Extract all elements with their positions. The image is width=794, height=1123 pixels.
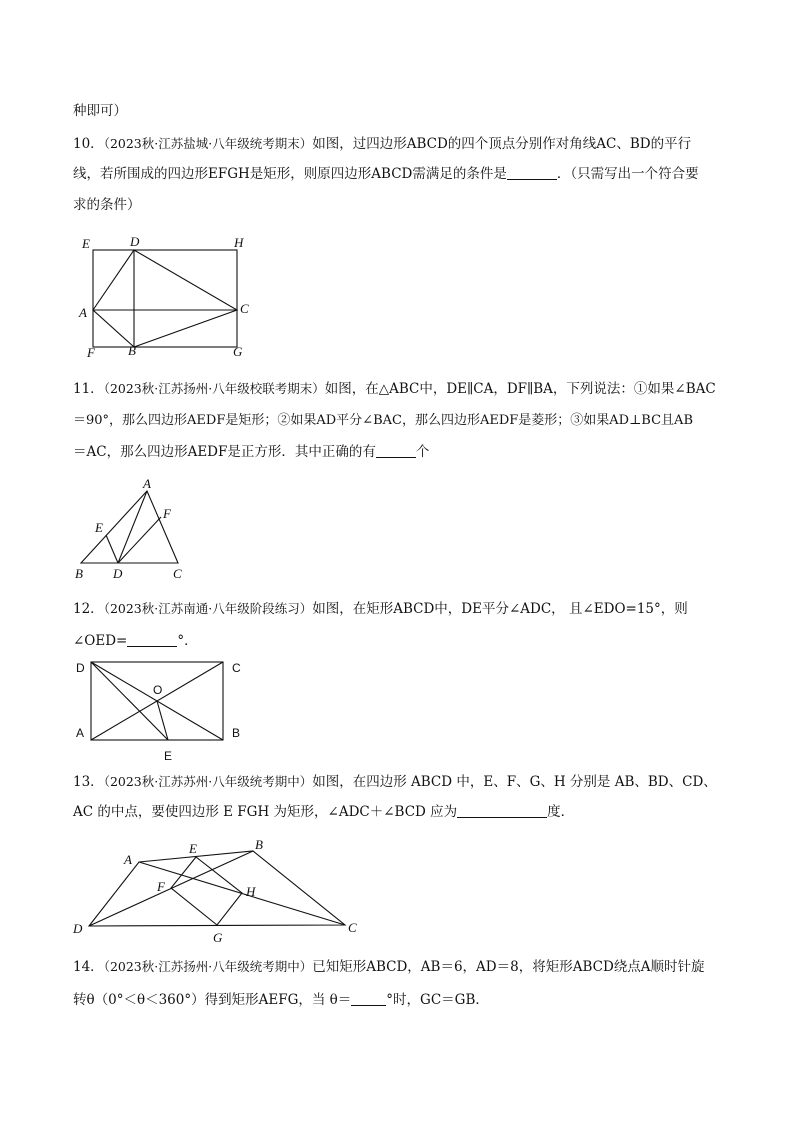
problem-source: （2023秋·江苏苏州·八年级统考期中） [103,774,313,789]
problem-source: （2023秋·江苏扬州·八年级校联考期末） [103,381,325,396]
problem-text: 如图，过四边形ABCD的四个顶点分别作对角线AC、BD的平行 [312,136,692,152]
label-b: B [128,343,136,358]
problem-text: 度． [547,804,575,820]
label-d: D [73,921,83,936]
problem-text: °． [177,633,198,649]
label-c: C [348,920,357,935]
continued-fragment: 种即可） [73,103,127,119]
label-e: E [189,841,197,856]
label-c: C [240,301,249,316]
label-g: G [233,344,243,359]
label-e: E [164,749,173,763]
problem-number: 12． [73,601,104,617]
problem-text: AC 的中点，要使四边形 E FGH 为矩形，∠ADC＋∠BCD 应为 [73,804,458,820]
problem-source: （2023秋·江苏扬州·八年级统考期中） [103,959,313,974]
problem-text: 如图，在△ABC中，DE∥CA，DF∥BA，下列说法：①如果∠BAC [324,381,716,397]
label-f: F [157,879,165,894]
problem-source: （2023秋·江苏南通·八年级阶段练习） [103,601,313,616]
problem-text: ＝AC，那么四边形AEDF是正方形．其中正确的有 [73,444,376,460]
problem-text: 转θ（0°＜θ＜360°）得到矩形AEFG，当 θ＝ [73,992,352,1008]
label-d: D [113,566,123,581]
label-f: F [87,345,95,360]
label-c: C [232,661,241,675]
label-h: H [234,235,244,250]
label-c: C [173,566,182,581]
problem-14-line-1 [73,958,705,976]
label-d: D [76,661,85,675]
label-b: B [75,566,83,581]
label-o: O [153,683,163,697]
problem-text: 已知矩形ABCD，AB＝6，AD＝8，将矩形ABCD绕点A顺时针旋 [312,959,705,975]
problem-text: 个 [415,444,430,460]
problem-number: 13． [73,774,104,790]
problem-number: 14． [73,959,104,975]
problem-text: 求的条件） [73,197,141,213]
label-b: B [232,726,241,740]
problem-text: 如图，在四边形 ABCD 中，E、F、G、H 分别是 AB、BD、CD、 [312,774,717,790]
label-a: A [124,852,132,867]
label-a: A [76,726,85,740]
label-d: D [130,234,140,249]
label-f: F [163,506,171,521]
problem-text: ＝90°，那么四边形AEDF是矩形；②如果AD平分∠BAC，那么四边形AEDF是菱形；③如果AD⊥BC且AB [73,413,693,428]
label-a: A [143,476,151,491]
problem-14-line-2 [73,991,489,1009]
answer-blank[interactable] [351,991,386,1006]
label-a: A [79,305,87,320]
label-b: B [255,837,263,852]
problem-number: 10． [73,136,104,152]
label-e: E [95,520,103,535]
problem-text: °时，GC＝GB． [386,992,489,1008]
label-e: E [82,236,90,251]
quadrilateral-efgh [171,857,242,925]
problem-text: ．（只需写出一个符合要 [556,166,699,182]
problem-text: 线，若所围成的四边形EFGH是矩形，则原四边形ABCD需满足的条件是 [73,166,507,182]
label-g: G [213,930,223,945]
problem-source: （2023秋·江苏盐城·八年级统考期末） [103,136,313,151]
problem-text: ∠OED= [73,633,128,649]
problem-number: 11． [73,381,104,397]
label-h: H [246,884,256,899]
problem-text: 如图，在矩形ABCD中，DE平分∠ADC， 且∠EDO=15°，则 [312,601,688,617]
